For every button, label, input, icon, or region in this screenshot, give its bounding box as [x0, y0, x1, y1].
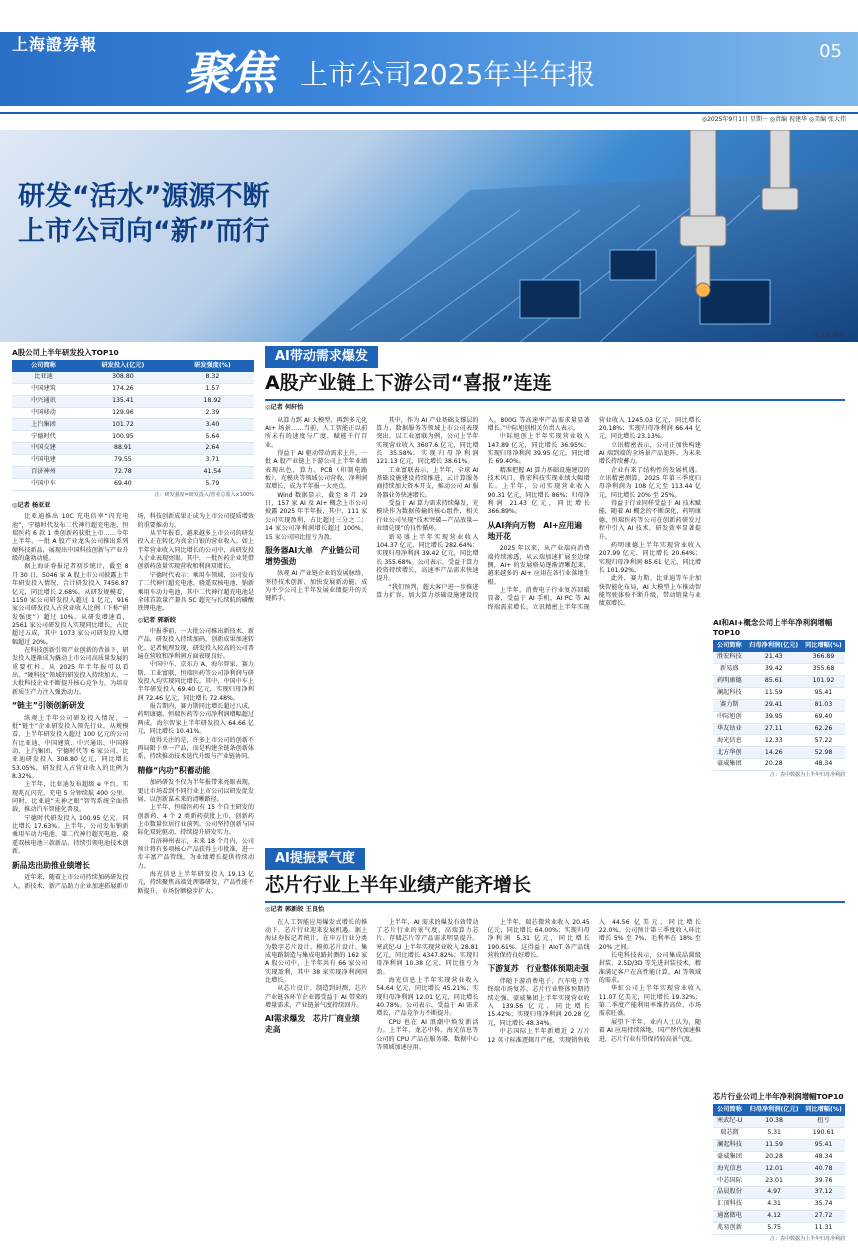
- table-cell: 12.33: [746, 735, 802, 747]
- table-cell: 88.91: [75, 443, 171, 455]
- paragraph: 宁德时代表示：乘用车领域，公司发布了二代神行超充电池、骁遥双核电池、钠新乘用车动力电池，其中二代神行超充电池是全球首款量产兼具 5C 超充与长续航的磷酸铁锂电池。: [137, 571, 254, 613]
- table-cell: 11.31: [802, 1223, 845, 1235]
- table-cell: 通富微电: [713, 1211, 746, 1223]
- table-cell: 308.80: [75, 372, 171, 383]
- table-cell: 中国交建: [12, 443, 75, 455]
- paragraph: 工业富联表示，上半年，全球 AI 基础设施建设持续推进，云计算服务商持续加大资本开支，推动公司 AI 服务器业务快速增长。: [376, 466, 479, 499]
- table-cell: 100.95: [75, 431, 171, 443]
- table-cell: 中芯国际: [713, 1175, 746, 1187]
- table-row: [12, 455, 254, 467]
- table-cell: 366.89: [802, 652, 845, 663]
- table-cell: 85.61: [746, 675, 802, 687]
- date-line: ◎2025年9月1日 星期一 ◎责编 祝建华 ◎美编 张大伟: [701, 116, 846, 123]
- paragraph: “我们预判，超大客户进一步推进算力扩容，加大算力基础设施建设投入，800G 等高速率产品需求量显著增长。”中际旭创相关负责人表示。: [376, 416, 590, 599]
- paper-logo: 上海證券報: [12, 35, 98, 54]
- byline-author: 郭新皎: [157, 616, 176, 624]
- ai-profit-table: [713, 640, 845, 771]
- table-cell: 3.40: [171, 419, 254, 431]
- paragraph: 华虹公司上半年实现营业收入 11.07 亿美元，同比增长 19.32%；第二季度产能利用率维持高位，市场需求旺盛。: [598, 985, 701, 1018]
- table-cell: 4.97: [746, 1187, 802, 1199]
- table-row: [12, 372, 254, 383]
- table-row: [12, 395, 254, 407]
- table-cell: 比亚迪: [12, 372, 75, 383]
- paragraph: 2025 年以来，从产业端向消费端持续渗透，从云端加速扩展至边缘侧，AI+ 的发展格局逐渐清晰起来，越来越多的 AI+ 应用在各行业落地生根。: [487, 545, 590, 586]
- subheading: AI需求爆发 芯片厂商业绩走高: [265, 1014, 360, 1035]
- column-header: 公司简称: [713, 1104, 746, 1116]
- table-cell: 4.31: [746, 1199, 802, 1211]
- paragraph: 企业有来了结构性的发展机遇。立讯精密测算，2025 年第三季度归母净利润为 108 亿元至 113.44 亿元，同比增长 20% 至 25%。: [598, 466, 701, 499]
- ai-table-title: AI和AI+概念公司上半年净利润增幅TOP10: [713, 618, 833, 638]
- table-cell: 135.41: [75, 395, 171, 407]
- table-cell: 27.11: [746, 723, 802, 735]
- table-row: [713, 1187, 845, 1199]
- table-cell: 101.92: [802, 675, 845, 687]
- byline-label: ◎记者: [12, 501, 30, 509]
- table-row: [12, 443, 254, 455]
- table-cell: 中国建筑: [12, 383, 75, 395]
- table-cell: 中国电建: [12, 455, 75, 467]
- subheading: “链主”引领创新研发: [12, 700, 85, 710]
- table-header-row: [713, 1104, 845, 1116]
- paragraph: 药明康德上半年实现营业收入 207.99 亿元，同比增长 20.64%；实现归母净利润 85.61 亿元，同比增长 101.92%。: [598, 541, 701, 574]
- table-row: [12, 467, 254, 479]
- paragraph: 比亚迪推出 10C 充电倍率“闪充电池”，宁德时代发布二代神行超充电池，恒瑞医药 6 款 1 类创新药获批上市……今年上半年，一批 A 股产业龙头公司推出系列硬科技新品，展现出中国科技创新与产业升级的蓬勃动能。: [12, 513, 129, 563]
- paragraph: 从芯片设计、制造到封测，芯片产业链各环节企业都受益于 AI 带来的增量需求，产业链景气度持续回升。: [265, 985, 368, 1010]
- paragraph: 上半年，比亚迪发布超级 e 平台，实现兆瓦闪充，充电 5 分钟续航 400 公里。同时，比亚迪“天神之眼”智驾系统全面搭载，推动汽车智能化普及。: [12, 781, 129, 814]
- table-row: [713, 759, 845, 771]
- table-cell: 20.28: [746, 1151, 802, 1163]
- column-header: 研发投入(亿元): [75, 360, 171, 372]
- table-cell: 中兴通讯: [12, 395, 75, 407]
- section-body: [265, 906, 701, 1253]
- table-cell: 39.76: [802, 1175, 845, 1187]
- table-cell: 北方华创: [713, 747, 746, 759]
- table-row: [12, 419, 254, 431]
- table-row: [713, 1199, 845, 1211]
- table-cell: 39.42: [746, 663, 802, 675]
- column-header: 公司简称: [12, 360, 75, 372]
- table-cell: 海光信息: [713, 735, 746, 747]
- table-note: 注：表中数据为上半年归母净利润: [769, 1235, 845, 1242]
- table-cell: 2.64: [171, 443, 254, 455]
- paragraph: 受益于 AI 算力需求持续爆发，光模块作为数据传输的核心组件，相关行业公司呈现“技术突破—产品放量—业绩兑现”的良性循环。: [376, 500, 479, 533]
- table-cell: 2.39: [171, 407, 254, 419]
- table-cell: 10.38: [746, 1116, 802, 1127]
- article-body: [12, 513, 254, 896]
- paragraph: 其中，作为 AI 产业基础支撑层的算力、数据服务等领域上市公司表现突出。以工业富联为例，公司上半年实现营业收入 3607.6 亿元，同比增长 35.58%；实现归母净利润 121.13 亿元，同比增长 38.61%。: [376, 416, 479, 466]
- table-cell: 27.72: [802, 1211, 845, 1223]
- paragraph: 中际旭创上半年实现营业收入 147.89 亿元，同比增长 36.95%；实现归母净利润 39.95 亿元，同比增长 69.40%。: [487, 433, 590, 466]
- table-cell: 药明康德: [713, 675, 746, 687]
- byline: [138, 617, 255, 625]
- byline-author: 杨亚亚: [31, 501, 51, 509]
- table-cell: 40.78: [802, 1163, 845, 1175]
- paragraph: 从算力到 AI 大模型，再到多元化 AI+ 场景……当前，人工智能正以前所未有的速度与广度，赋能千行百业。: [265, 416, 368, 449]
- paragraph: 立讯精密表示，公司正加快构建 AI 端到端的全场景产品矩阵，为未来增长持续蓄力。: [598, 441, 701, 466]
- section-body: [265, 404, 701, 842]
- section-headline: 芯片行业上半年业绩产能齐增长: [265, 872, 845, 903]
- paragraph: 上半年，恒瑞医药有 15 个自主研发的创新药、4 个 2 类新药获批上市，创新药上市数量位居行业前列。公司坚持创新与国际化双轮驱动，持续提升研发实力。: [137, 804, 254, 837]
- table-cell: 11.59: [746, 687, 802, 699]
- table-cell: 5.64: [171, 431, 254, 443]
- table-row: [12, 407, 254, 419]
- table-cell: 21.43: [746, 652, 802, 663]
- table-header-row: [713, 640, 845, 652]
- column-header: 归母净利润(亿元): [746, 640, 802, 652]
- table-row: [713, 1151, 845, 1163]
- byline-label: ◎记者: [137, 616, 156, 624]
- section-mark: 聚焦: [185, 46, 273, 100]
- table-cell: 39.95: [746, 711, 802, 723]
- table-row: [12, 383, 254, 395]
- subheading: 下游复苏 行业整体预期走强: [487, 964, 589, 974]
- article-body: [265, 919, 701, 1253]
- byline: [12, 502, 254, 511]
- table-cell: 29.41: [746, 699, 802, 711]
- table-row: [713, 1127, 845, 1139]
- table-cell: 8.32: [171, 372, 254, 383]
- table-cell: 上汽集团: [12, 419, 75, 431]
- table-row: [713, 1223, 845, 1235]
- table-cell: 79.55: [75, 455, 171, 467]
- rd-table: [12, 360, 254, 491]
- section-tag: AI带动需求爆发: [265, 346, 378, 368]
- table-row: [713, 652, 845, 663]
- table-cell: 52.98: [802, 747, 845, 759]
- table-cell: 兆易创新: [713, 1223, 746, 1235]
- paragraph: Wind 数据显示，截至 8 月 29 日，157 家 AI 及 AI+ 概念上市公司披露 2025 年半年报，其中，111 家公司实现盈利，占比超过三分之二；14 家公司净利润增长超过 100%，15 家公司同比扭亏为盈。: [265, 491, 368, 541]
- paragraph: 宁德时代研发投入 100.95 亿元，同比增长 17.63%。上半年，公司发布钠新乘用车动力电池、第二代神行超充电池、骁遥双核电池三款新品，持续引领电池技术创新。: [12, 814, 129, 856]
- table-cell: 华友钴业: [713, 723, 746, 735]
- paragraph: 海光信息上半年研发投入 19.13 亿元，持续聚焦高端处理器研发，产品性能不断提升，市场份额稳步扩大。: [137, 870, 254, 895]
- table-cell: 41.54: [171, 467, 254, 479]
- table-cell: 95.41: [802, 1139, 845, 1151]
- table-cell: 宁德时代: [12, 431, 75, 443]
- table-cell: 豪威集团: [713, 759, 746, 771]
- table-cell: 豪威集团: [713, 1151, 746, 1163]
- photo-credit: 张大伟 制图: [814, 333, 844, 339]
- table-row: [713, 675, 845, 687]
- paragraph: 上半年，AI 需求的爆发有效带动了芯片行业的景气度，高端算力芯片、存储芯片等产品需求明显提升。寒武纪-U 上半年实现营业收入 28.81 亿元，同比增长 4347.82%；实现归母净利润 10.38 亿元，同比扭亏为盈。: [376, 918, 479, 976]
- paragraph: 新易盛上半年实现营业收入 104.37 亿元，同比增长 282.64%；实现归母净利润 39.42 亿元，同比增长 355.68%。公司表示，受益于算力投资持续增长，高速率产品需求快速提升。: [376, 533, 479, 583]
- hero-headline: [18, 180, 270, 249]
- paragraph: 上半年，消费电子行业复苏回暖显著，受益于 AI 手机、AI PC 等 AI 终端需求增长，立讯精密上半年实现营业收入 1245.03 亿元，同比增长 20.18%；实现归母净利润 66.44 亿元，同比增长 23.13%。: [487, 416, 701, 611]
- byline: [265, 906, 701, 915]
- ai-profit-table-block: [713, 618, 845, 779]
- table-row: [12, 479, 254, 491]
- chip-profit-table: [713, 1104, 845, 1235]
- byline-label: ◎记者: [265, 906, 283, 914]
- table-cell: 35.74: [802, 1199, 845, 1211]
- rd-table-title: A股公司上半年研发投入TOP10: [12, 348, 119, 357]
- subheading: 新品迭出助推业绩增长: [12, 860, 90, 870]
- paragraph: 加码研发不仅为半年报带来亮眼表现，更让市场看到不同行业上市公司以研发促发展、以创新谋未来的清晰路径。: [137, 779, 254, 803]
- paragraph: 此外，赛力斯、比亚迪等车企加快智能化布局，AI 大模型上车推动智能驾驶体验不断升级，带动销量与业绩双增长。: [598, 575, 701, 608]
- section-tag: AI提振景气度: [265, 848, 365, 870]
- chip-profit-table-block: [713, 1092, 845, 1243]
- paragraph: 长电科技表示，公司集成晶圆级封装、2.5D/3D 等先进封装技术，精准满足客户在高性能计算、AI 等领域的需求。: [598, 952, 701, 985]
- table-cell: 5.75: [746, 1223, 802, 1235]
- table-cell: 23.01: [746, 1175, 802, 1187]
- paragraph: 值得关注的是，许多上市公司的创新不再局限于单一产品，而是构建全链条创新体系，持续推动技术迭代升级与产业链协同。: [137, 736, 254, 761]
- table-cell: 72.78: [75, 467, 171, 479]
- table-cell: 3.71: [171, 455, 254, 467]
- table-cell: 174.26: [75, 383, 171, 395]
- paragraph: 得益于 AI 驱动带动需求上升，一批 A 股产业链上下游公司上半年业绩表现出色，算力、PCB（印制电路板）、光模块等领域公司营收、净利润双增长，成为半年报一大亮点。: [265, 450, 368, 491]
- paragraph: 精准把握 AI 算力基础设施建设的技术风口，胜宏科技实现业绩大幅增长。上半年，公司实现营业收入 90.31 亿元，同比增长 86%；归母净利润 21.43 亿元，同比增长 366.89%。: [487, 466, 590, 516]
- paragraph: CPU 也在 AI 浪潮中焕发新活力。上半年，龙芯中科、海光信息等公司的 CPU 产品在服务器、数据中心等领域加速应用。: [376, 1018, 479, 1051]
- table-cell: 胜宏科技: [713, 652, 746, 663]
- table-cell: 扭亏: [802, 1116, 845, 1127]
- table-note: 注：研发强度=研发投入/营业总收入×100%: [154, 491, 254, 498]
- paragraph: 在科技创新引领产业创新的背景下，研发投入逐渐成为撬动上市公司高质量发展的重要杠杆。从 2025 年半年报可以看出，“硬科技”领域的研发投入持续加大，一大批科技企业不断提升核心竞争力，为培育新质生产力注入强劲动力。: [12, 646, 129, 696]
- table-row: [713, 1175, 845, 1187]
- paragraph: 近年来，随着上市公司持续加码研发投入，新技术、新产品助力企业加速拓展新市场，科技创新成果正成为上市公司提质增效的重要推动力。: [12, 513, 254, 890]
- paragraph: 展望下半年，业内人士认为，随着 AI 应用持续落地、国产替代加速推进，芯片行业有望保持较高景气度。: [598, 1018, 701, 1043]
- table-cell: 129.96: [75, 407, 171, 419]
- subheading: 服务器AI大单 产业链公司增势强劲: [265, 545, 360, 566]
- table-cell: 4.12: [746, 1211, 802, 1223]
- table-cell: 5.31: [746, 1127, 802, 1139]
- table-cell: 14.26: [746, 747, 802, 759]
- table-cell: 中际旭创: [713, 711, 746, 723]
- paragraph: 中国中车、京东方 A、海尔智家、赛力斯、工业富联、恒瑞医药等公司净利润与研发投入均实现同比增长。其中，中国中车上半年研发投入 69.40 亿元，实现归母净利润 72.46 亿元，同比增长 72.48%。: [137, 661, 254, 702]
- table-row: [713, 699, 845, 711]
- byline-author: 郭新皎 王良怡: [284, 906, 325, 914]
- table-cell: 澜起科技: [713, 687, 746, 699]
- subheading: 精修“内功”积蓄动能: [137, 765, 211, 775]
- table-row: [713, 663, 845, 675]
- left-column: [12, 348, 254, 896]
- paragraph: 百济神州表示，未来 18 个月内，公司预计将有多项核心产品获得上市批准，进一步丰富产品管线，为业绩增长提供持续动力。: [137, 837, 254, 870]
- table-cell: 355.68: [802, 663, 845, 675]
- table-note: 注：表中数据为上半年归母净利润: [769, 772, 845, 779]
- paragraph: 上半年，瑞芯微营业收入 20.45 亿元，同比增长 64.00%；实现归母净利润 5.31 亿元，同比增长 190.61%，这得益于 AIoT 各产品线营收保持良好增长。: [487, 918, 590, 960]
- table-cell: 海光信息: [713, 1163, 746, 1175]
- table-cell: 11.59: [746, 1139, 802, 1151]
- hero-headline-line-2: 上市公司向“新”而行: [18, 215, 270, 247]
- section-headline: A股产业链上下游公司“喜报”连连: [265, 370, 845, 401]
- hero-headline-line-1: 研发“活水”源源不断: [18, 181, 270, 212]
- table-row: [12, 431, 254, 443]
- table-cell: 81.03: [802, 699, 845, 711]
- table-cell: 1.57: [171, 383, 254, 395]
- table-cell: 48.34: [802, 759, 845, 771]
- page-number: 05: [819, 41, 842, 62]
- paragraph: 纵观 AI 产业链企业的发展脉络，坚持技术创新、加快发展新动能，成为不少公司上半年发展业绩提升的关键抓手。: [265, 570, 368, 603]
- table-cell: 赛力斯: [713, 699, 746, 711]
- table-row: [713, 1116, 845, 1127]
- table-cell: 20.28: [746, 759, 802, 771]
- table-header-row: [12, 360, 254, 372]
- column-header: 同比增幅(%): [802, 1104, 845, 1116]
- table-row: [713, 1139, 845, 1151]
- table-cell: 37.12: [802, 1187, 845, 1199]
- table-cell: 晶晨股份: [713, 1187, 746, 1199]
- table-cell: 48.34: [802, 1151, 845, 1163]
- paragraph: 海光信息上半年实现营业收入 54.64 亿元，同比增长 45.21%；实现归母净利润 12.01 亿元，同比增长 40.78%。公司表示，受益于 AI 需求增长，产品竞争力不断提升。: [376, 977, 479, 1018]
- paragraph: 在人工智能应用爆发式增长的推动下，芯片行业迎来发展机遇。据上海证券报记者统计，在申万行业分类为数字芯片设计、模拟芯片设计、集成电路制造与集成电路封测的 162 家 A 股公司中，上半年共有 66 家公司实现盈利，其中 38 家实现净利润同比增长。: [265, 918, 368, 985]
- table-cell: 汇顶科技: [713, 1199, 746, 1211]
- byline-label: ◎记者: [265, 404, 283, 412]
- table-cell: 瑞芯微: [713, 1127, 746, 1139]
- column-header: 同比增幅(%): [802, 640, 845, 652]
- byline: [265, 404, 701, 413]
- byline-author: 何轩怡: [284, 404, 304, 412]
- table-row: [713, 1163, 845, 1175]
- table-cell: 5.79: [171, 479, 254, 491]
- table-cell: 寒武纪-U: [713, 1116, 746, 1127]
- paragraph: 从半年报看，越来越多上市公司的研发投入正在转化为真金白银的营业收入。如上半年营业收入同比增长的公司中，高研发投入企业表现亮眼。其中，一批医药企业凭借创新药放量实现营收和利润双增长。: [137, 530, 254, 571]
- paragraph: 纵观上半年公司研发投入情况，一批“链主”企业研发投入领先行业。从规模看，上半年研发投入超过 100 亿元的公司有比亚迪、中国建筑、中兴通讯、中国移动、上汽集团、宁德时代等 6 家公司。比亚迪研发投入 308.80 亿元，同比增长 53.05%，研发投入占营业收入的比例为 8.32%。: [12, 714, 129, 781]
- table-cell: 12.01: [746, 1163, 802, 1175]
- table-row: [713, 711, 845, 723]
- table-cell: 中国移动: [12, 407, 75, 419]
- column-header: 公司简称: [713, 640, 746, 652]
- table-cell: 62.26: [802, 723, 845, 735]
- article-body: [265, 417, 701, 842]
- column-header: 归母净利润(亿元): [746, 1104, 802, 1116]
- table-cell: 57.22: [802, 735, 845, 747]
- subheading: 从AI奔向万物 AI+应用遍地开花: [487, 520, 583, 541]
- masthead: [0, 0, 858, 128]
- table-cell: 澜起科技: [713, 1139, 746, 1151]
- table-cell: 中国中车: [12, 479, 75, 491]
- paragraph: 据上海证券报记者初步统计，截至 8 月 30 日，5046 家 A 股上市公司披露上半年研发投入情况，合计研发投入 7456.87 亿元，同比增长 2.68%。从研发规模看，1150 家公司研发投入超过 1 亿元，916 家公司研发投入占营业收入比例（下称“研发强度”）超过 10%。从研发增速看，2561 家公司研发投入实现同比增长，占比超过五成，其中 1073 家公司研发投入增幅超过 20%。: [12, 563, 129, 646]
- masthead-rule: [0, 112, 858, 114]
- chip-section: [265, 848, 845, 1253]
- table-cell: 101.72: [75, 419, 171, 431]
- table-row: [713, 735, 845, 747]
- table-row: [713, 1211, 845, 1223]
- chip-table-title: 芯片行业公司上半年净利润增幅TOP10: [713, 1092, 844, 1101]
- table-row: [713, 687, 845, 699]
- column-header: 研发强度(%): [171, 360, 254, 372]
- page-title: 上市公司2025年半年报: [300, 58, 596, 91]
- hero-illustration: [0, 130, 858, 342]
- paragraph: 中芯国际上半年新增近 2 万片 12 英寸标准逻辑月产能，实现销售收入 44.56 亿美元，同比增长 22.0%。公司预计第三季度收入环比增长 5% 至 7%，毛利率在 18% 至 20% 之间。: [487, 918, 701, 1044]
- table-cell: 95.41: [802, 687, 845, 699]
- table-cell: 新易盛: [713, 663, 746, 675]
- table-cell: 百济神州: [12, 467, 75, 479]
- paragraph: 伴随下游消费电子、汽车电子等终端市场复苏，芯片行业整体预期持续走强。豪威集团上半年实现营业收入 139.56 亿元，同比增长 15.42%；实现归母净利润 20.28 亿元，同比增长 48.34%。: [487, 978, 590, 1027]
- paragraph: 报告期内，赛力斯同比增长超过八成，药明康德、恒瑞医药等公司净利润增幅超过两成。海尔智家上半年研发投入 64.66 亿元，同比增长 10.41%。: [137, 703, 254, 736]
- table-row: [713, 723, 845, 735]
- table-row: [713, 747, 845, 759]
- paragraph: 得益于行业同样受益于 AI 技术赋能，随着 AI 概念的不断深化，药明康德、恒瑞医药等公司在创新药研发过程中引入 AI 技术，研发效率显著提升。: [598, 500, 701, 541]
- table-cell: 190.61: [802, 1127, 845, 1139]
- paragraph: 中报季前，一大批公司推出新技术、新产品，研发投入持续加码，创新成果加速转化。记者梳理发现，研发投入较高的公司普遍在营收和净利润方面表现良好。: [137, 628, 254, 661]
- table-cell: 69.40: [802, 711, 845, 723]
- ai-demand-section: [265, 346, 845, 842]
- table-cell: 69.40: [75, 479, 171, 491]
- table-cell: 18.92: [171, 395, 254, 407]
